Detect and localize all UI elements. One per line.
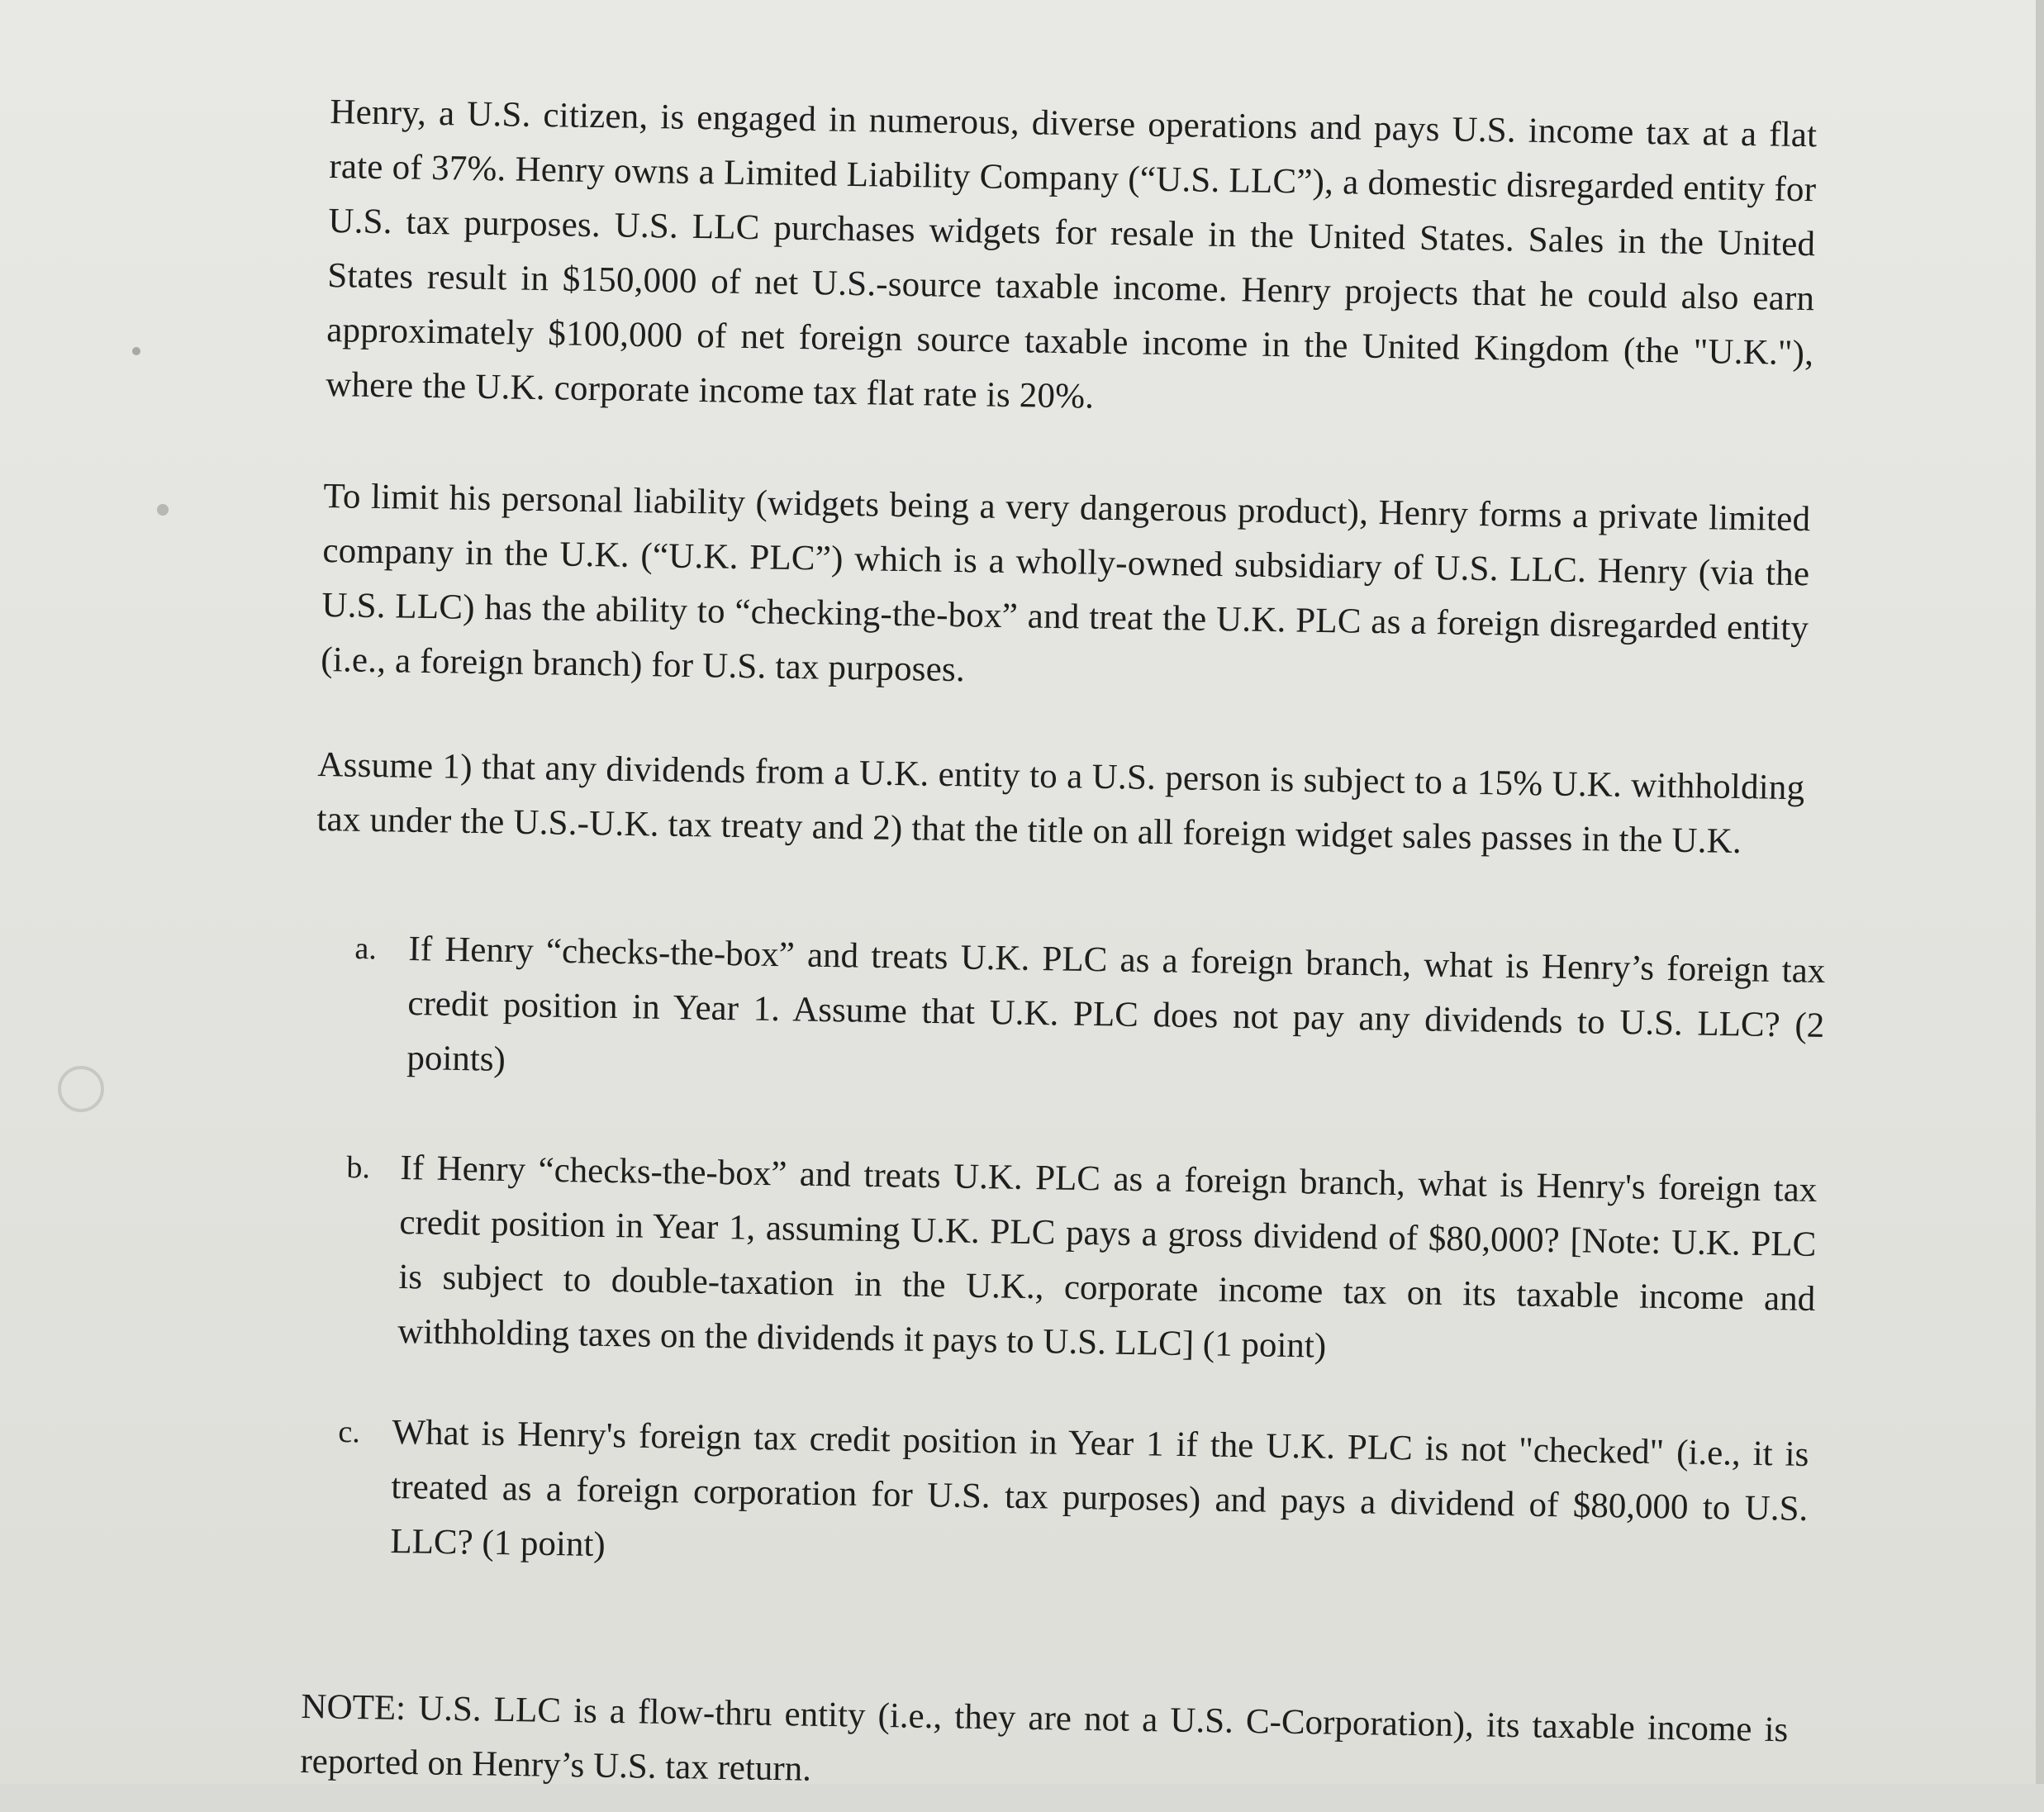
- question-a: [353, 921, 1826, 1108]
- paragraph-scenario: Henry, a U.S. citizen, is engaged in numerous, diverse operations and pays U.S. income tax at a flat rate of 37%. Henry owns a Limited Liability Company (“U.S. LLC”), a domestic disregarded entity for U.S. tax purposes. U.S. LLC purchases widgets for resale in the United States. Sales in the United States result in $150,000 of net U.S.-source taxable income. Henry projects that he could also earn approximately $100,000 of net foreign source taxable income in the United Kingdom (the "U.K."), where the U.K. corporate income tax flat rate is 20%.: [325, 92, 1818, 416]
- question-b: [344, 1140, 1818, 1382]
- question-letter: c.: [338, 1414, 361, 1450]
- note-paragraph: NOTE: U.S. LLC is a flow-thru entity (i.e., they are not a U.S. C-Corporation), its taxable income is reported on Henry’s U.S. tax return.: [300, 1686, 1789, 1789]
- question-letter: a.: [354, 930, 378, 967]
- question-letter: b.: [346, 1149, 371, 1186]
- paper-speck: [157, 504, 169, 516]
- question-text: If Henry “checks-the-box” and treats U.K. PLC as a foreign branch, what is Henry's foreign tax credit position in Year 1, assuming U.K. PLC pays a gross dividend of $80,000? [Note: U.K. PLC is subject to double-taxation in the U.K., corporate income tax on its taxable income and withholding taxes on the dividends it pays to U.S. LLC] (1 point): [397, 1149, 1818, 1366]
- page-edge: [2036, 0, 2044, 1784]
- paper-ring-mark: [58, 1066, 104, 1112]
- paragraph-subsidiary: To limit his personal liability (widgets being a very dangerous product), Henry forms a private limited company in the U.K. (“U.K. PLC”) which is a wholly-owned subsidiary of U.S. LLC. Henry (via the U.S. LLC) has the ability to “checking-the-box” and treat the U.K. PLC as a foreign disregarded entity (i.e., a foreign branch) for U.S. tax purposes.: [321, 476, 1811, 690]
- paper-speck: [132, 347, 140, 355]
- paragraph-assumptions: Assume 1) that any dividends from a U.K. entity to a U.S. person is subject to a 15% U.K. withholding tax under the U.S.-U.K. tax treaty and 2) that the title on all foreign widget sales passes in the U.K.: [316, 744, 1805, 862]
- question-text: If Henry “checks-the-box” and treats U.K. PLC as a foreign branch, what is Henry’s foreign tax credit position in Year 1. Assume that U.K. PLC does not pay any dividends to U.S. LLC? (2 points): [406, 930, 1826, 1079]
- question-c: [336, 1405, 1809, 1591]
- question-text: What is Henry's foreign tax credit position in Year 1 if the U.K. PLC is not "checked" (i.e., it is treated as a foreign corporation for U.S. tax purposes) and pays a dividend of $80,000 to U.S. LLC? (1 point): [390, 1413, 1809, 1565]
